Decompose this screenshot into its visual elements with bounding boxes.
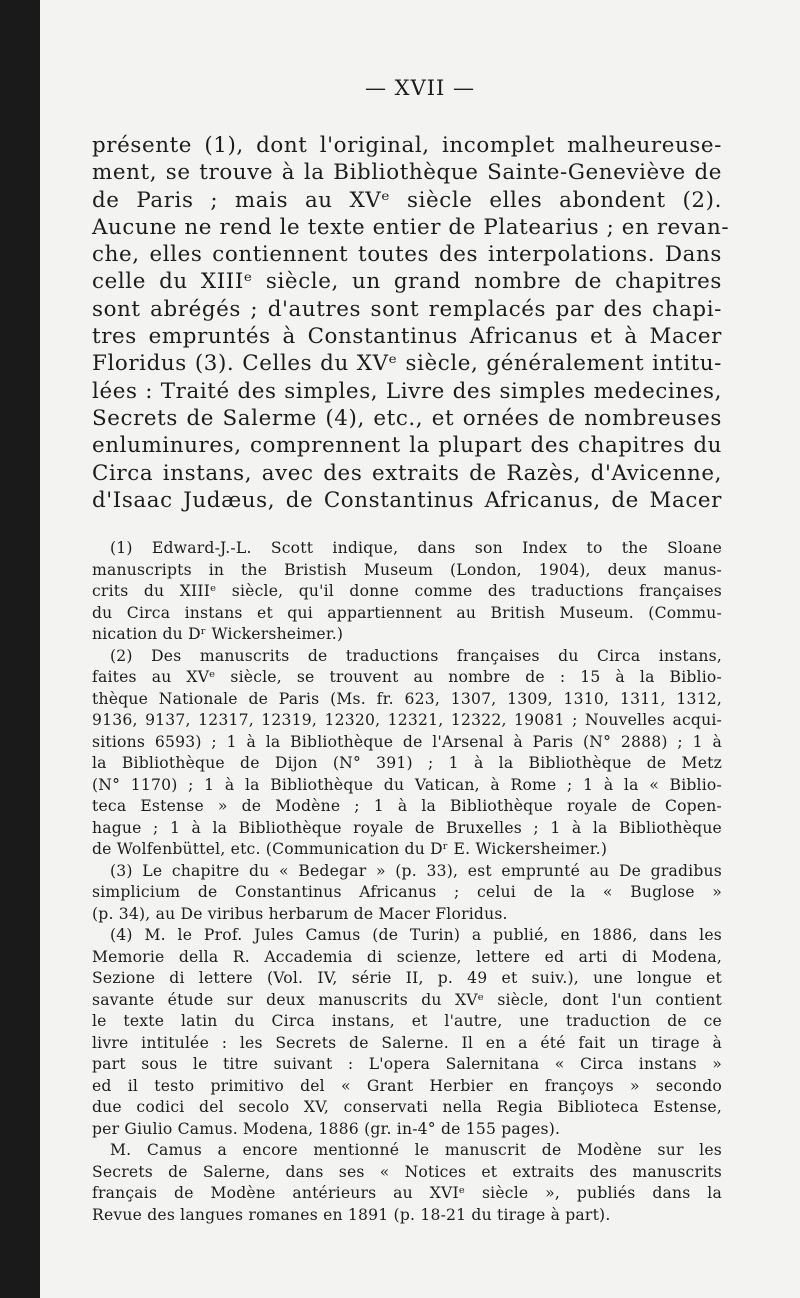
footnote-line: ed il testo primitivo del « Grant Herbier en françoys » secondo — [92, 1076, 722, 1095]
text-line: lées : Traité des simples, Livre des simples medecines, — [92, 378, 722, 404]
text-line: Floridus (3). Celles du XVᵉ siècle, généralement intitu- — [92, 351, 722, 377]
footnote-line: livre intitulée : les Secrets de Salerne. Il en a été fait un tirage à — [92, 1033, 722, 1052]
footnote-line: thèque Nationale de Paris (Ms. fr. 623, 1307, 1309, 1310, 1311, 1312, — [92, 689, 722, 708]
text-line: d'Isaac Judæus, de Constantinus Africanus, de Macer — [92, 487, 722, 513]
footnote-line: due codici del secolo XV, conservati nella Regia Biblioteca Estense, — [92, 1098, 722, 1116]
text-line: présente (1), dont l'original, incomplet malheureuse- — [92, 133, 722, 158]
text-line: ment, se trouve à la Bibliothèque Sainte-Geneviève de — [92, 160, 722, 186]
text-line: tres empruntés à Constantinus Africanus et à Macer — [92, 324, 722, 350]
footnote-line: Secrets de Salerne, dans ses « Notices et extraits des manuscrits — [92, 1162, 722, 1181]
footnote-line: (3) Le chapitre du « Bedegar » (p. 33), est emprunté au De gradibus — [110, 861, 722, 880]
footnote-2 — [92, 646, 722, 861]
text-line: Secrets de Salerme (4), etc., et ornées de nombreuses — [92, 405, 722, 431]
book-page — [40, 0, 800, 1298]
footnote-line: savante étude sur deux manuscrits du XVᵉ siècle, dont l'un contient — [92, 990, 722, 1009]
footnote-line: de Wolfenbüttel, etc. (Communication du Dʳ E. Wickersheimer.) — [92, 840, 608, 858]
footnote-line: (N° 1170) ; 1 à la Bibliothèque du Vatican, à Rome ; 1 à la « Biblio- — [92, 775, 722, 794]
footnote-line: faites au XVᵉ siècle, se trouvent au nombre de : 15 à la Biblio- — [92, 668, 722, 686]
footnote-line: français de Modène antérieurs au XVIᵉ siècle », publiés dans la — [92, 1184, 722, 1202]
footnote-line: Sezione di lettere (Vol. IV, série II, p. 49 et suiv.), une longue et — [92, 969, 722, 987]
footnote-line: (4) M. le Prof. Jules Camus (de Turin) a publié, en 1886, dans les — [110, 926, 722, 944]
footnote-line: (p. 34), au De viribus herbarum de Macer Floridus. — [92, 904, 508, 923]
text-line: Aucune ne rend le texte entier de Platearius ; en revan- — [92, 214, 730, 240]
text-line: sont abrégés ; d'autres sont remplacés par des chapi- — [92, 296, 722, 322]
text-line: de Paris ; mais au XVᵉ siècle elles abondent (2). — [92, 187, 722, 213]
footnote-line: la Bibliothèque de Dijon (N° 391) ; 1 à la Bibliothèque de Metz — [92, 754, 722, 772]
text-line: Circa instans, avec des extraits de Razès, d'Avicenne, — [92, 460, 722, 486]
footnote-line: du Circa instans et qui appartiennent au British Museum. (Commu- — [92, 603, 722, 622]
page-number: — XVII — — [364, 76, 476, 100]
footnote-line: crits du XIIIᵉ siècle, qu'il donne comme des traductions françaises — [92, 582, 722, 600]
footnote-4 — [92, 925, 722, 1140]
footnote-line: Memorie della R. Accademia di scienze, lettere ed arti di Modena, — [92, 947, 722, 966]
text-line: enluminures, comprennent la plupart des chapitres du — [92, 433, 722, 459]
footnote-line: per Giulio Camus. Modena, 1886 (gr. in-4° de 155 pages). — [92, 1119, 561, 1138]
footnote-line: Revue des langues romanes en 1891 (p. 18-21 du tirage à part). — [92, 1205, 611, 1224]
footnote-1 — [92, 538, 722, 646]
footnote-line: part sous le titre suivant : L'opera Salernitana « Circa instans » — [92, 1055, 722, 1073]
footnote-4-continued — [92, 1140, 722, 1226]
footnote-line: 9136, 9137, 12317, 12319, 12320, 12321, 12322, 19081 ; Nouvelles acqui- — [92, 711, 722, 729]
footnote-line: hague ; 1 à la Bibliothèque royale de Bruxelles ; 1 à la Bibliothèque — [92, 818, 722, 837]
footnote-line: (2) Des manuscrits de traductions françaises du Circa instans, — [110, 646, 722, 665]
text-line: che, elles contiennent toutes des interpolations. Dans — [92, 242, 722, 268]
footnote-3 — [92, 861, 722, 926]
text-line: celle du XIIIᵉ siècle, un grand nombre de chapitres — [92, 269, 722, 295]
footnote-line: le texte latin du Circa instans, et l'autre, une traduction de ce — [92, 1012, 722, 1030]
footnote-line: nication du Dʳ Wickersheimer.) — [92, 625, 344, 643]
footnote-line: sitions 6593) ; 1 à la Bibliothèque de l'Arsenal à Paris (N° 2888) ; 1 à — [92, 732, 722, 751]
footnote-line: manuscripts in the Bristish Museum (London, 1904), deux manus- — [92, 560, 722, 579]
main-text — [92, 132, 730, 514]
footnote-line: (1) Edward-J.-L. Scott indique, dans son Index to the Sloane — [110, 539, 722, 557]
footnotes — [92, 538, 722, 1226]
footnote-line: teca Estense » de Modène ; 1 à la Bibliothèque royale de Copen- — [92, 797, 722, 815]
footnote-line: simplicium de Constantinus Africanus ; celui de la « Buglose » — [92, 883, 722, 901]
footnote-line: M. Camus a encore mentionné le manuscrit de Modène sur les — [110, 1141, 722, 1159]
